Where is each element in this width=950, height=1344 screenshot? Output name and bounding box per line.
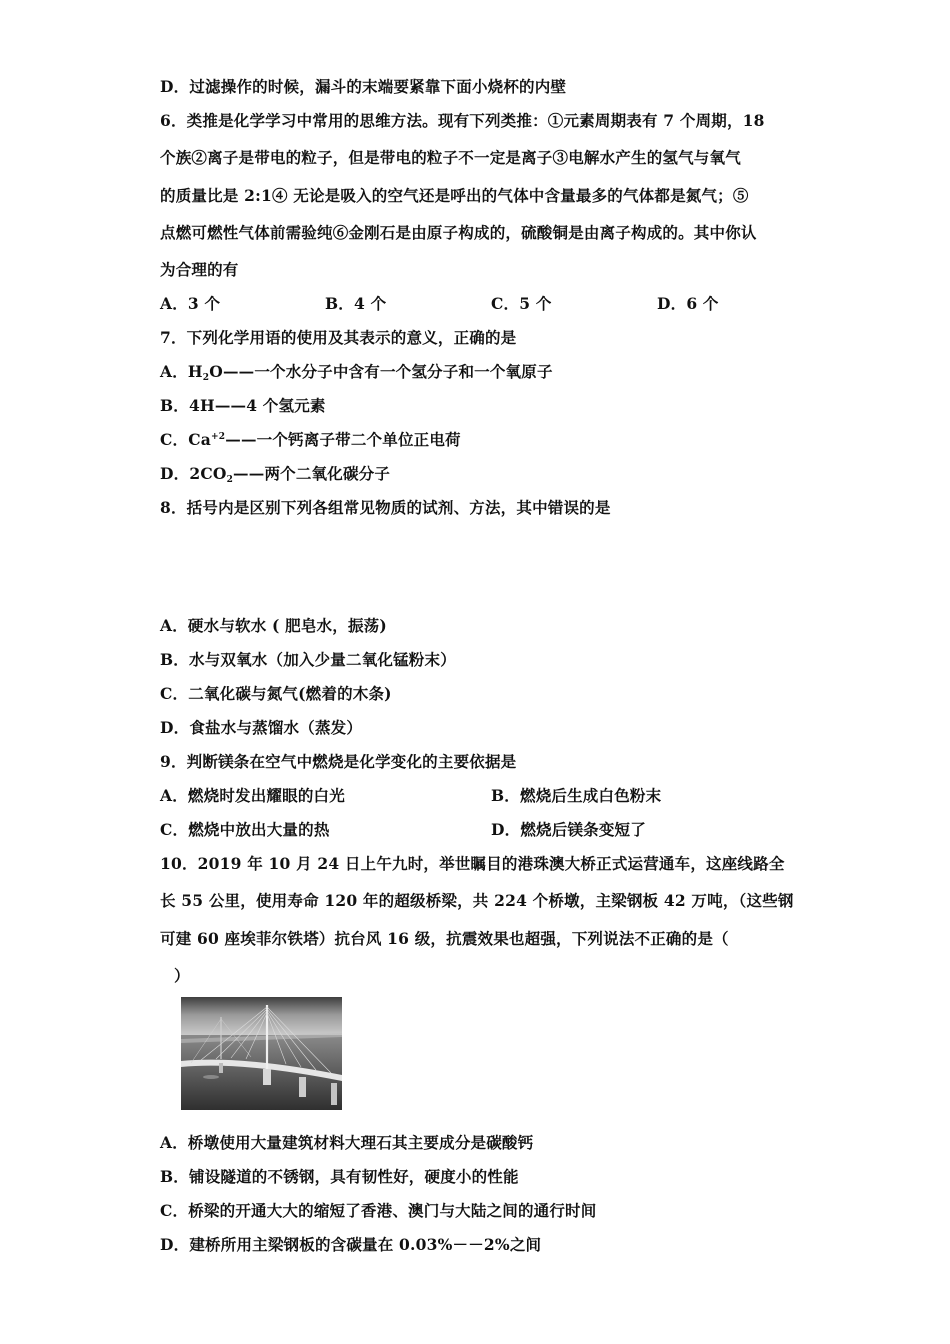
q7a-text: O——一个水分子中含有一个氢分子和一个氧原子 bbox=[209, 362, 553, 381]
q9-stem: 9．判断镁条在空气中燃烧是化学变化的主要依据是 bbox=[160, 752, 517, 771]
q10-stem-line-3: 可建 60 座埃菲尔铁塔）抗台风 16 级，抗震效果也超强，下列说法不正确的是（ bbox=[160, 929, 729, 948]
q6-stem-line-2: 个族②离子是带电的粒子，但是带电的粒子不一定是离子③电解水产生的氢气与氧气 bbox=[160, 148, 741, 167]
q7-option-a bbox=[160, 362, 553, 382]
q9-option-c: C．燃烧中放出大量的热 bbox=[160, 820, 330, 839]
q7d-text: ——两个二氧化碳分子 bbox=[233, 464, 391, 483]
q6-stem-line-3: 的质量比是 2:1④ 无论是吸入的空气还是呼出的气体中含量最多的气体都是氮气；⑤ bbox=[160, 186, 749, 205]
q6-stem-line-5: 为合理的有 bbox=[160, 260, 239, 279]
q6-option-a: A．3 个 bbox=[160, 294, 221, 313]
q8-option-b: B．水与双氧水（加入少量二氧化锰粉末） bbox=[160, 650, 456, 669]
q7c-prefix: C．Ca bbox=[160, 430, 212, 449]
q7-option-c bbox=[160, 430, 461, 450]
q9-option-d: D．燃烧后镁条变短了 bbox=[491, 820, 646, 839]
q7-option-b: B．4H——4 个氢元素 bbox=[160, 396, 326, 415]
q6-option-b: B．4 个 bbox=[325, 294, 387, 313]
q10-option-a: A．桥墩使用大量建筑材料大理石其主要成分是碳酸钙 bbox=[160, 1133, 534, 1152]
q10-stem-line-1: 10．2019 年 10 月 24 日上午九时，举世瞩目的港珠澳大桥正式运营通车，这座线路全 bbox=[160, 854, 785, 873]
q7-stem: 7．下列化学用语的使用及其表示的意义，正确的是 bbox=[160, 328, 517, 347]
q10-option-b: B．铺设隧道的不锈钢，具有韧性好，硬度小的性能 bbox=[160, 1167, 519, 1186]
q8-option-c: C．二氧化碳与氮气(燃着的木条) bbox=[160, 684, 392, 703]
q10-option-c: C．桥梁的开通大大的缩短了香港、澳门与大陆之间的通行时间 bbox=[160, 1201, 597, 1220]
q10-stem-line-4: ） bbox=[174, 966, 190, 985]
q8-stem: 8．括号内是区别下列各组常见物质的试剂、方法，其中错误的是 bbox=[160, 498, 611, 517]
q8-option-a: A．硬水与软水 ( 肥皂水，振荡) bbox=[160, 616, 387, 635]
q7a-prefix: A．H bbox=[160, 362, 203, 381]
q6-stem-line-4: 点燃可燃性气体前需验纯⑥金刚石是由原子构成的，硫酸铜是由离子构成的。其中你认 bbox=[160, 223, 757, 242]
q7a-subscript: 2 bbox=[202, 373, 210, 383]
q7d-subscript: 2 bbox=[226, 475, 234, 485]
q10-stem-line-2: 长 55 公里，使用寿命 120 年的超级桥梁，共 224 个桥墩，主梁钢板 42 万吨，（这些钢 bbox=[160, 891, 794, 910]
q7c-superscript: +2 bbox=[211, 432, 226, 442]
q7c-text: ——一个钙离子带二个单位正电荷 bbox=[225, 430, 461, 449]
q9-option-a: A．燃烧时发出耀眼的白光 bbox=[160, 786, 345, 805]
q6-option-c: C．5 个 bbox=[491, 294, 552, 313]
q7-option-d bbox=[160, 464, 390, 484]
q7d-prefix: D．2CO bbox=[160, 464, 227, 483]
bridge-photo bbox=[181, 997, 342, 1110]
q9-option-b: B．燃烧后生成白色粉末 bbox=[491, 786, 662, 805]
q5-option-d: D．过滤操作的时候，漏斗的末端要紧靠下面小烧杯的内壁 bbox=[160, 77, 567, 96]
q8-option-d: D．食盐水与蒸馏水（蒸发） bbox=[160, 718, 363, 737]
q6-option-d: D．6 个 bbox=[657, 294, 719, 313]
q10-option-d: D．建桥所用主梁钢板的含碳量在 0.03%－－2%之间 bbox=[160, 1235, 542, 1254]
q6-stem-line-1: 6．类推是化学学习中常用的思维方法。现有下列类推：①元素周期表有 7 个周期，18 bbox=[160, 111, 765, 130]
